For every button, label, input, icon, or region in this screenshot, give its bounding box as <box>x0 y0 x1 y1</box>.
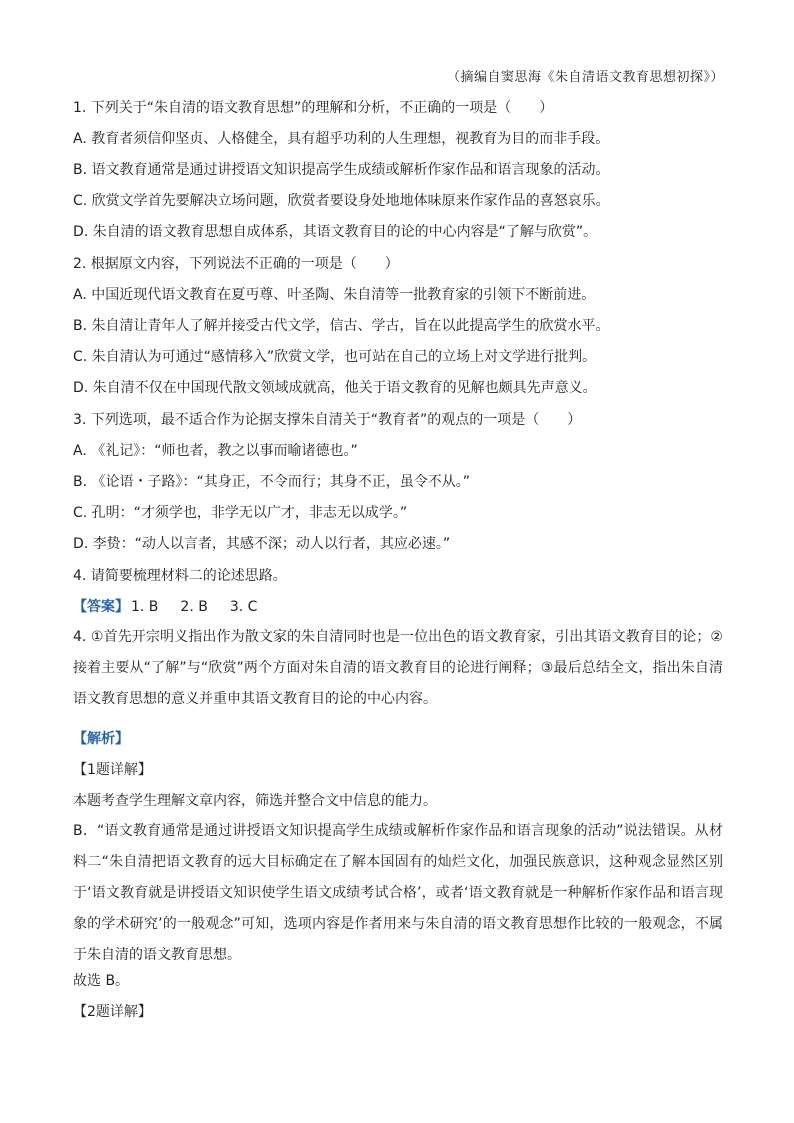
detail-1-title: 【1题详解】 <box>73 762 152 778</box>
detail-1-body: B．“语文教育通常是通过讲授语文知识提高学生成绩或解析作家作品和语言现象的活动”说法错误。从材料二“朱自清把语文教育的远大目标确定在了解本国固有的灿烂文化，加强民族意识，这种观念显然区别于‘语文教育就是讲授语文知识使学生语文成绩考试合格’，或者‘语文教育就是一种解析作家作品和语言现象的学术研究’的一般观念”可知，选项内容是作者用来与朱自清的语文教育思想作比较的一般观念，不属于朱自清的语文教育思想。 <box>73 823 723 963</box>
q1-option-b: B. 语文教育通常是通过讲授语文知识提高学生成绩或解析作家作品和语言现象的活动。 <box>73 162 610 178</box>
q2-stem: 2. 根据原文内容，下列说法不正确的一项是（ ） <box>73 256 399 272</box>
answer-row <box>73 597 723 617</box>
q3-option-d: D. 李贽：“动人以言者，其感不深；动人以行者，其应必速。” <box>73 536 451 552</box>
q1-option-c: C. 欣赏文学首先要解决立场问题，欣赏者要设身处地地体味原来作家作品的喜怒哀乐。 <box>73 193 610 209</box>
source-citation: （摘编自窦思海《朱自清语文教育思想初探》） <box>446 70 724 85</box>
q3-option-b: B. 《论语・子路》：“其身正，不令而行；其身不正，虽令不从。” <box>73 474 471 490</box>
q2-option-c: C. 朱自清认为可通过“感情移入”欣赏文学，也可站在自己的立场上对文学进行批判。 <box>73 349 597 365</box>
q1-option-d: D. 朱自清的语文教育思想自成体系，其语文教育目的论的中心内容是“了解与欣赏”。 <box>73 224 598 240</box>
q2-option-a: A. 中国近现代语文教育在夏丏尊、叶圣陶、朱自清等一批教育家的引领下不断前进。 <box>73 287 596 303</box>
q4-stem: 4. 请简要梳理材料二的论述思路。 <box>73 568 287 584</box>
answer-q4: 4. ①首先开宗明义指出作为散文家的朱自清同时也是一位出色的语文教育家，引出其语文教育目的论；②接着主要从“了解”与“欣赏”两个方面对朱自清的语文教育目的论进行阐释；③最后总结全文，指出朱自清语文教育思想的意义并重申其语文教育目的论的中心内容。 <box>73 629 723 707</box>
answer-1: 1. B <box>131 599 159 615</box>
detail-1-intro: 本题考查学生理解文章内容，筛选并整合文中信息的能力。 <box>73 793 437 809</box>
answer-3: 3. C <box>229 599 258 615</box>
answer-tag: 【答案】 <box>73 599 129 615</box>
detail-1-conclusion: 故选 B。 <box>73 973 130 989</box>
analysis-tag: 【解析】 <box>73 731 129 747</box>
q3-option-c: C. 孔明：“才须学也，非学无以广才，非志无以成学。” <box>73 505 408 521</box>
q3-option-a: A. 《礼记》：“师也者，教之以事而喻诸德也。” <box>73 443 358 459</box>
q1-option-a: A. 教育者须信仰坚贞、人格健全，具有超乎功利的人生理想，视教育为目的而非手段。 <box>73 131 610 147</box>
detail-2-title: 【2题详解】 <box>73 1004 152 1020</box>
answer-2: 2. B <box>180 599 208 615</box>
q1-stem: 1. 下列关于“朱自清的语文教育思想”的理解和分析，不正确的一项是（ ） <box>73 100 554 116</box>
q3-stem: 3. 下列选项，最不适合作为论据支撑朱自清关于“教育者”的观点的一项是（ ） <box>73 412 582 428</box>
q2-option-b: B. 朱自清让青年人了解并接受古代文学，信古、学古，旨在以此提高学生的欣赏水平。 <box>73 318 610 334</box>
q2-option-d: D. 朱自清不仅在中国现代散文领域成就高，他关于语文教育的见解也颇具先声意义。 <box>73 380 597 396</box>
